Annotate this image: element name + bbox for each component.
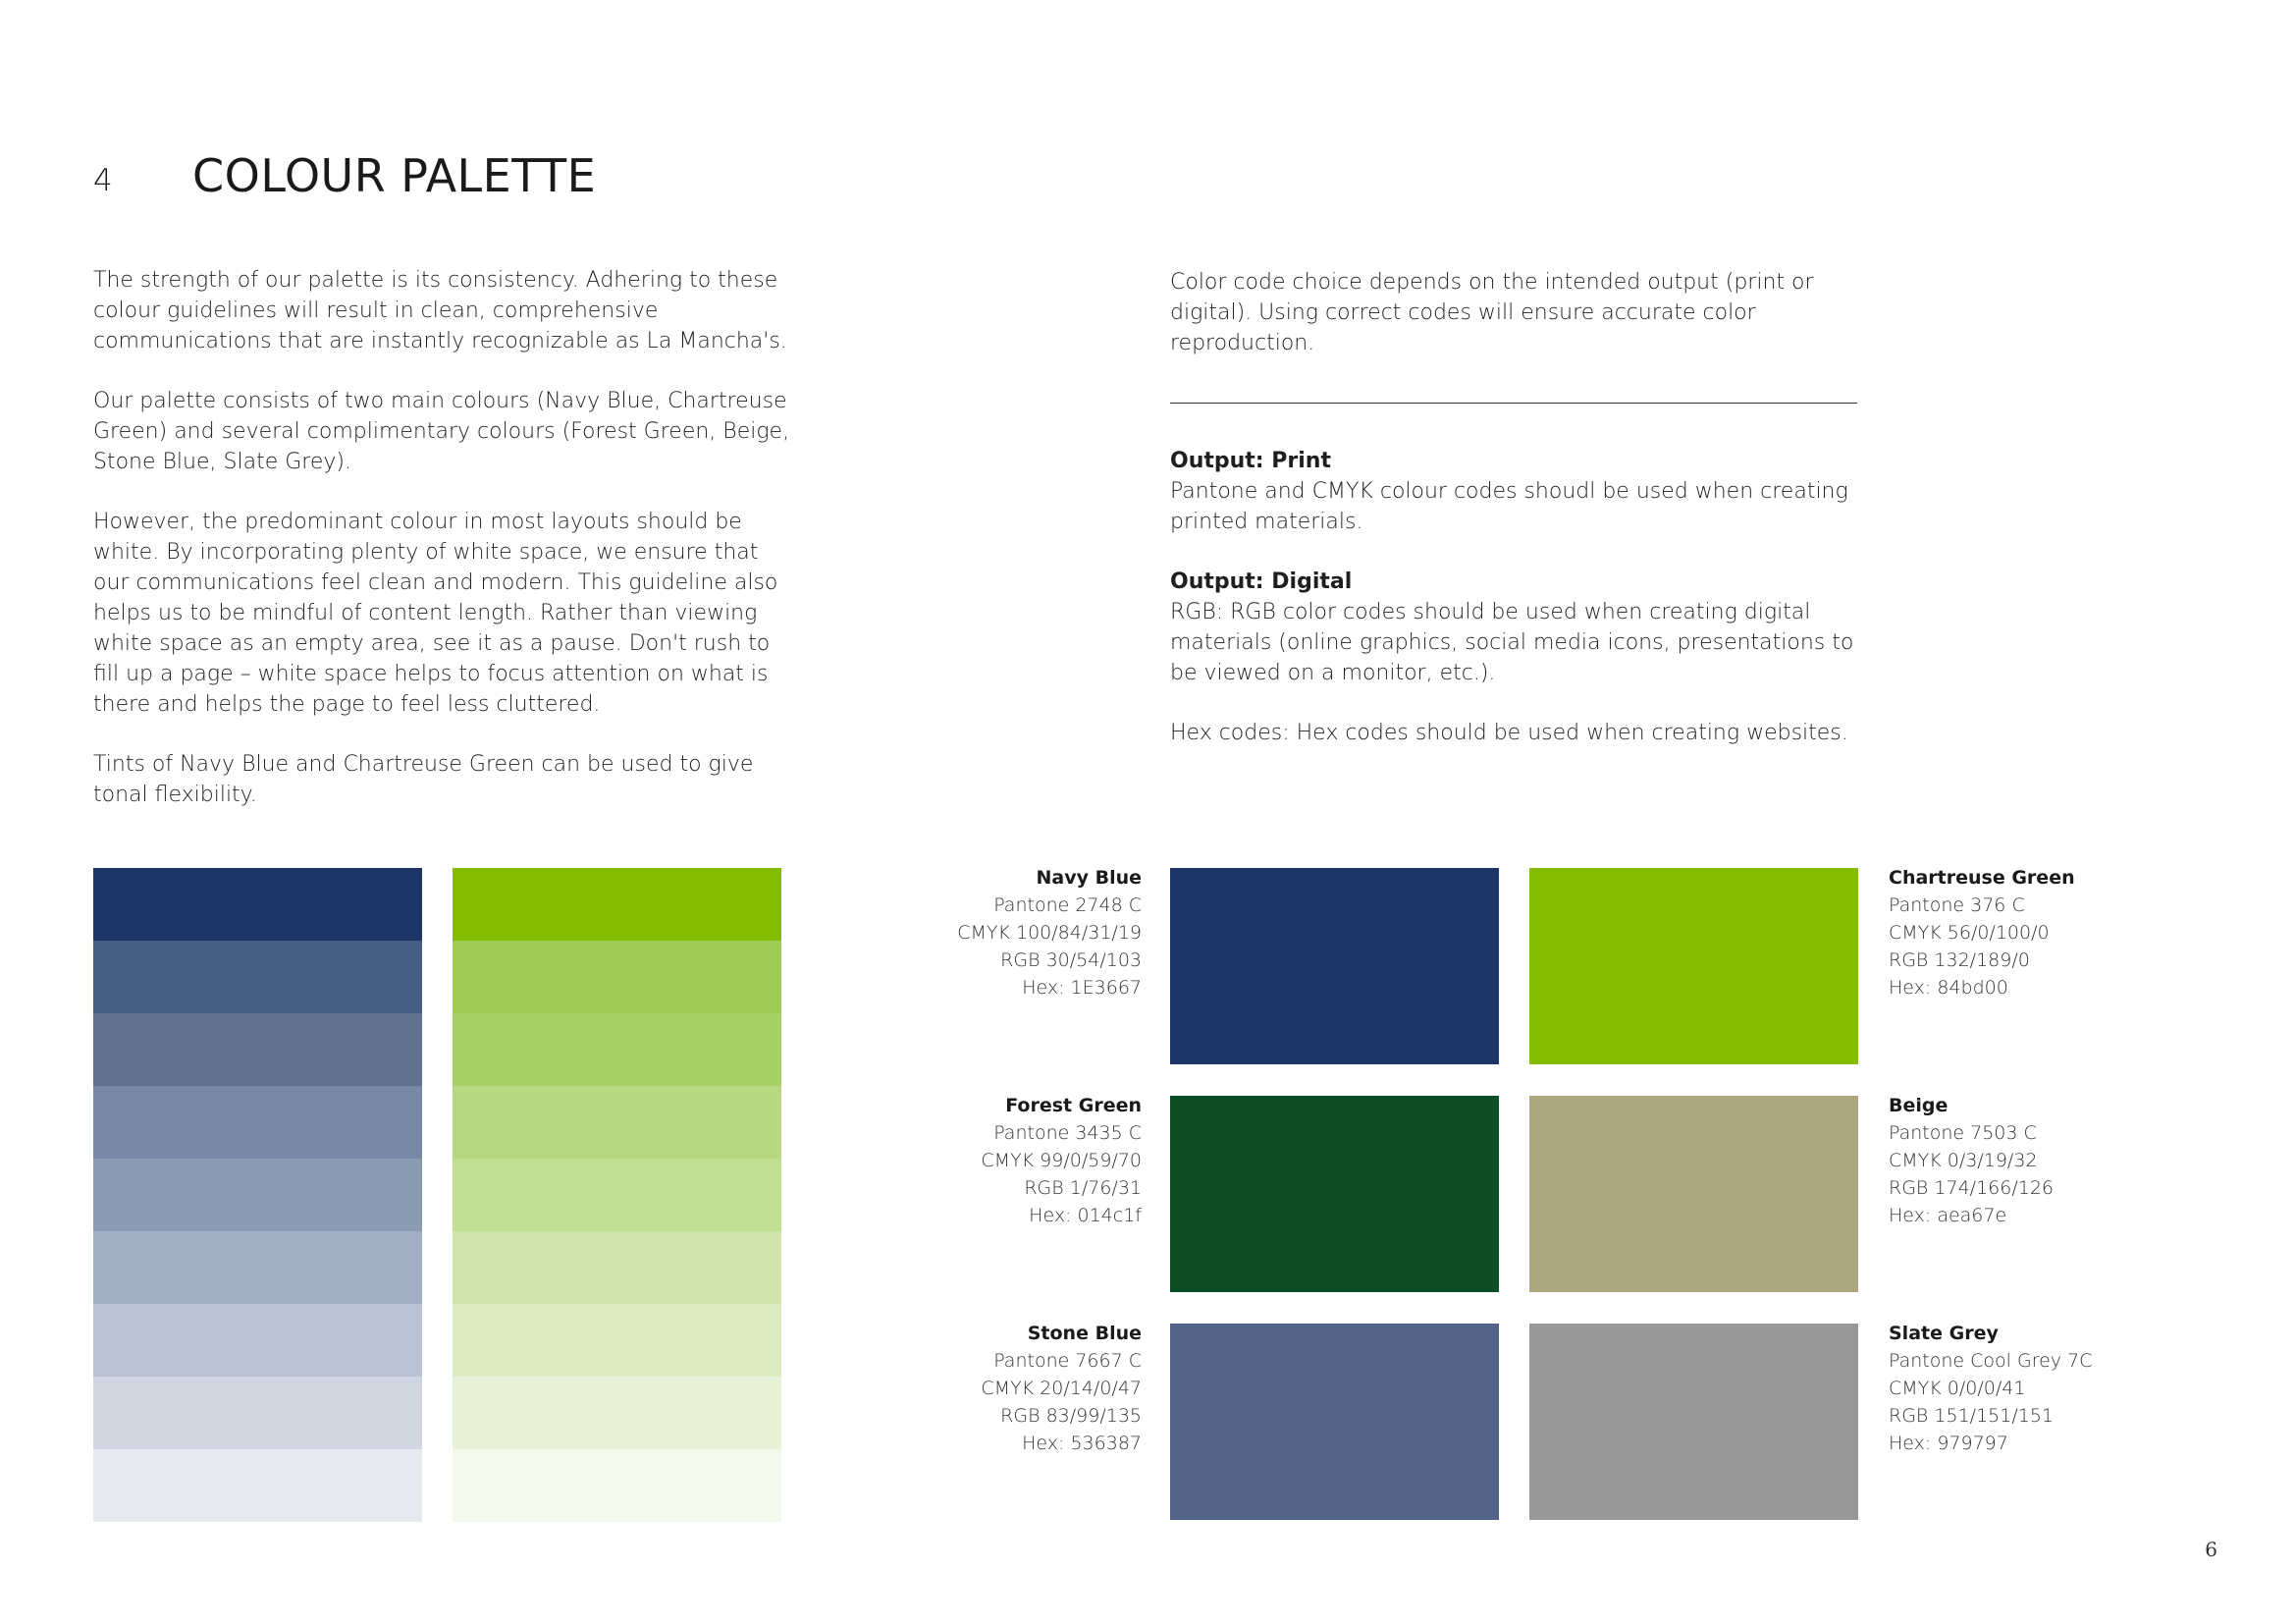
- pantone-code: Pantone 7667 C: [993, 1350, 1142, 1372]
- green-tint-3: [453, 1013, 781, 1086]
- green-tint-5: [453, 1159, 781, 1231]
- slate-grey-info: [1889, 1320, 2144, 1457]
- output-print-text: Pantone and CMYK colour codes shoudl be used when creating printed materials.: [1170, 479, 1848, 534]
- hex-code: Hex: 014c1f: [1029, 1205, 1142, 1226]
- navy-tint-1: [93, 868, 422, 941]
- section-number: 4: [93, 163, 113, 198]
- stone-blue-swatch: [1170, 1324, 1499, 1520]
- cmyk-code: CMYK 56/0/100/0: [1889, 922, 2050, 944]
- hex-code: Hex: 1E3667: [1022, 977, 1142, 999]
- color-name: Navy Blue: [1036, 867, 1142, 889]
- navy-blue-swatch: [1170, 868, 1499, 1064]
- chartreuse-green-swatch: [1529, 868, 1858, 1064]
- green-tint-6: [453, 1231, 781, 1304]
- beige-info: [1889, 1092, 2144, 1229]
- intro-text: [93, 265, 800, 839]
- forest-green-swatch: [1170, 1096, 1499, 1292]
- rgb-code: RGB 151/151/151: [1889, 1405, 2055, 1427]
- pantone-code: Pantone Cool Grey 7C: [1889, 1350, 2093, 1372]
- navy-tint-3: [93, 1013, 422, 1086]
- output-digital-heading: Output: Digital: [1170, 569, 1353, 594]
- forest-green-info: [886, 1092, 1142, 1229]
- stone-blue-info: [886, 1320, 1142, 1457]
- intro-paragraph: The strength of our palette is its consistency. Adhering to these colour guidelines will result in clean, comprehensive communications that are instantly recognizable as La Mancha's.: [93, 268, 787, 353]
- rgb-code: RGB 132/189/0: [1889, 949, 2030, 971]
- rgb-code: RGB 30/54/103: [1000, 949, 1142, 971]
- color-name: Beige: [1889, 1095, 1949, 1116]
- page-number: 6: [2205, 1538, 2217, 1561]
- output-digital: [1170, 567, 1877, 688]
- green-tint-2: [453, 941, 781, 1013]
- rgb-code: RGB 174/166/126: [1889, 1177, 2055, 1199]
- hex-code: Hex: 536387: [1022, 1433, 1142, 1454]
- green-tint-1: [453, 868, 781, 941]
- beige-swatch: [1529, 1096, 1858, 1292]
- navy-blue-info: [886, 864, 1142, 1001]
- navy-tint-6: [93, 1231, 422, 1304]
- color-code-intro-text: Color code choice depends on the intended output (print or digital). Using correct codes will ensure accurate color reproduction.: [1170, 270, 1814, 355]
- cmyk-code: CMYK 100/84/31/19: [957, 922, 1142, 944]
- rgb-code: RGB 83/99/135: [1000, 1405, 1142, 1427]
- output-print-heading: Output: Print: [1170, 449, 1331, 473]
- hex-code: Hex: aea67e: [1889, 1205, 2007, 1226]
- green-tint-8: [453, 1377, 781, 1449]
- navy-tint-9: [93, 1449, 422, 1522]
- intro-paragraph: Our palette consists of two main colours (Navy Blue, Chartreuse Green) and several complimentary colours (Forest Green, Beige, Stone Blue, Slate Grey).: [93, 389, 790, 474]
- output-hex-text: Hex codes: Hex codes should be used when creating websites.: [1170, 721, 1848, 745]
- color-name: Forest Green: [1005, 1095, 1142, 1116]
- page-title: COLOUR PALETTE: [192, 149, 597, 202]
- hex-code: Hex: 84bd00: [1889, 977, 2008, 999]
- output-hex: [1170, 718, 1877, 748]
- intro-paragraph: However, the predominant colour in most layouts should be white. By incorporating plenty of white space, we ensure that our communications feel clean and modern. This guideline also helps us to be mindful of content length. Rather than viewing white space as an empty area, see it as a pause. Don't rush to fill up a page – white space helps to focus attention on what is there and helps the page to feel less cluttered.: [93, 510, 778, 717]
- color-name: Chartreuse Green: [1889, 867, 2075, 889]
- rgb-code: RGB 1/76/31: [1024, 1177, 1142, 1199]
- output-print: [1170, 446, 1877, 537]
- navy-tint-2: [93, 941, 422, 1013]
- cmyk-code: CMYK 0/3/19/32: [1889, 1150, 2038, 1171]
- green-tint-9: [453, 1449, 781, 1522]
- color-name: Slate Grey: [1889, 1323, 1999, 1344]
- navy-tint-scale: [93, 868, 422, 1522]
- slate-grey-swatch: [1529, 1324, 1858, 1520]
- pantone-code: Pantone 3435 C: [993, 1122, 1142, 1144]
- cmyk-code: CMYK 99/0/59/70: [981, 1150, 1142, 1171]
- cmyk-code: CMYK 0/0/0/41: [1889, 1378, 2026, 1399]
- navy-tint-7: [93, 1304, 422, 1377]
- intro-paragraph: Tints of Navy Blue and Chartreuse Green can be used to give tonal flexibility.: [93, 752, 754, 807]
- pantone-code: Pantone 2748 C: [993, 894, 1142, 916]
- chartreuse-green-info: [1889, 864, 2144, 1001]
- green-tint-4: [453, 1086, 781, 1159]
- cmyk-code: CMYK 20/14/0/47: [981, 1378, 1142, 1399]
- green-tint-scale: [453, 868, 781, 1522]
- navy-tint-4: [93, 1086, 422, 1159]
- output-digital-text: RGB: RGB color codes should be used when creating digital materials (online graphics, social media icons, presentations to be viewed on a monitor, etc.).: [1170, 600, 1854, 685]
- divider: [1170, 403, 1857, 404]
- hex-code: Hex: 979797: [1889, 1433, 2008, 1454]
- pantone-code: Pantone 7503 C: [1889, 1122, 2037, 1144]
- color-code-intro: [1170, 267, 1877, 388]
- output-guidelines: [1170, 446, 1877, 778]
- color-name: Stone Blue: [1027, 1323, 1142, 1344]
- navy-tint-5: [93, 1159, 422, 1231]
- green-tint-7: [453, 1304, 781, 1377]
- navy-tint-8: [93, 1377, 422, 1449]
- pantone-code: Pantone 376 C: [1889, 894, 2025, 916]
